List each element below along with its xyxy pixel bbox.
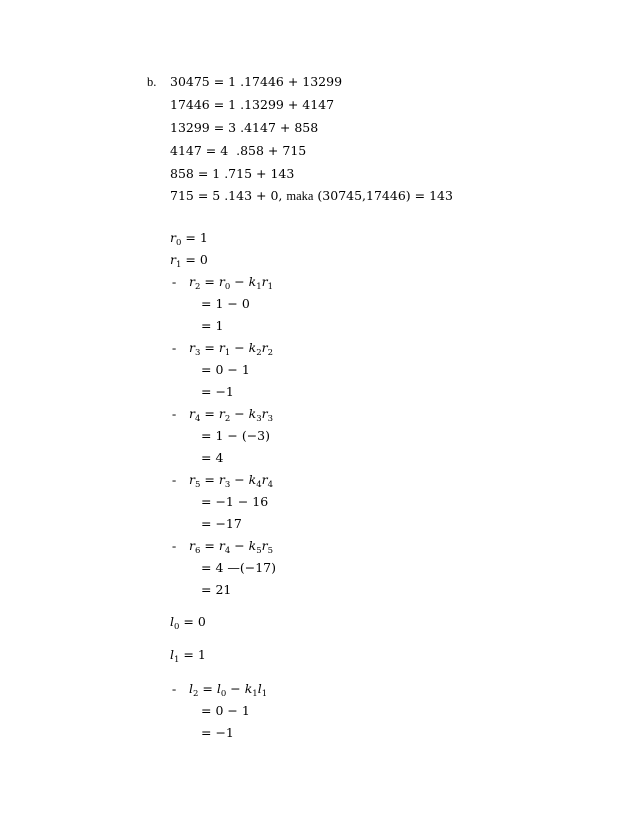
- r3-step1: = 0 − 1: [201, 362, 250, 377]
- euclid-line-5: 858 = 1 .715 + 143: [170, 166, 295, 181]
- r4-formula: $r_4 = r_2 - k_3r_3$: [189, 406, 274, 424]
- r6-step1: = 4 —(−17): [201, 560, 277, 575]
- euclid-line-4: 4147 = 4 .858 + 715: [170, 143, 307, 158]
- l2-step2: = −1: [201, 725, 234, 740]
- euclid-line-2: 17446 = 1 .13299 + 4147: [170, 97, 335, 112]
- part-label: b.: [147, 75, 157, 89]
- bullet-r6: -: [172, 539, 177, 553]
- euclid-last-word: maka: [286, 189, 314, 203]
- r6-formula: $r_6 = r_4 - k_5r_5$: [189, 538, 274, 556]
- r6-step2: = 21: [201, 582, 232, 597]
- r3-formula: $r_3 = r_1 - k_2r_2$: [189, 340, 274, 358]
- r2-step2: = 1: [201, 318, 224, 333]
- euclid-line-6: [170, 188, 453, 204]
- r5-step2: = −17: [201, 516, 242, 531]
- l2-formula: $l_2 = l_0 - k_1l_1$: [189, 681, 268, 699]
- bullet-r3: -: [172, 341, 177, 355]
- r5-formula: $r_5 = r_3 - k_4r_4$: [189, 472, 274, 490]
- bullet-r5: -: [172, 473, 177, 487]
- r4-step2: = 4: [201, 450, 224, 465]
- r0-line: $r_0 = 1$: [170, 230, 208, 248]
- r4-step1: = 1 − (−3): [201, 428, 271, 443]
- euclid-last-eq: 715 = 5 .143 + 0,: [170, 188, 287, 203]
- bullet-r2: -: [172, 275, 177, 289]
- r2-step1: = 1 − 0: [201, 296, 250, 311]
- bullet-l2: -: [172, 682, 177, 696]
- euclid-line-1: 30475 = 1 .17446 + 13299: [170, 74, 343, 89]
- l2-step1: = 0 − 1: [201, 703, 250, 718]
- euclid-line-3: 13299 = 3 .4147 + 858: [170, 120, 319, 135]
- euclid-last-result: (30745,17446) = 143: [313, 188, 453, 203]
- bullet-r4: -: [172, 407, 177, 421]
- r1-line: $r_1 = 0$: [170, 252, 208, 270]
- r5-step1: = −1 − 16: [201, 494, 269, 509]
- r2-formula: $r_2 = r_0 - k_1r_1$: [189, 274, 274, 292]
- r3-step2: = −1: [201, 384, 234, 399]
- l1-line: $l_1 = 1$: [170, 647, 206, 665]
- l0-line: $l_0 = 0$: [170, 614, 206, 632]
